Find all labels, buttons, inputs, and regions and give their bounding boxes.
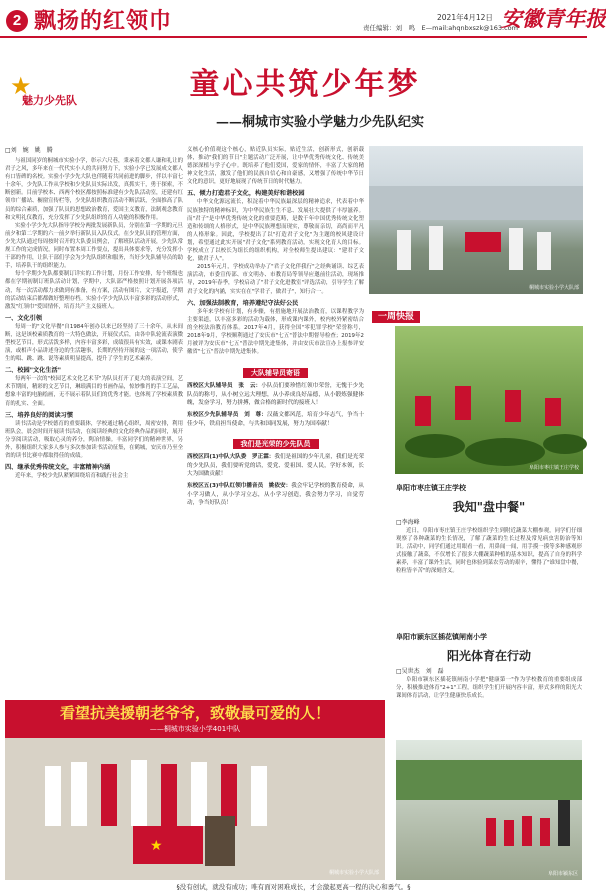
section-paragraph: 2015年元月，学校成功举办了"君子文化伴我行"之经典诵读、综艺表演活动，市委宣传部、市文明办、市教育局等领导应邀前往活动，现场推导，2019年春季，学校启动了"君子文化进教室"评选活动，引导学生了解君子文化的内涵，实实在在"学君子，做君子"，知行合一。 xyxy=(187,264,364,295)
story-headline: 我知"盘中餐" xyxy=(452,500,526,514)
photo-caption: 桐城市实验小学大队部 xyxy=(328,870,379,876)
section-paragraph: 读书活动是学校德育的重要载体，学校通过精心组织，周密安排，利用班队会，晨会时间开展读书活动，在阅读经典的文化经典作品的同时，展开分享阅读活动，吸取心灵的养分，陶冶情操。丰富同学们的精神世界，另外，积极组织大家多人参与多次参加读书活动征集，在鹤城，安庆市乃至全省的读书比赛中都取得佳的成绩。 xyxy=(5,420,183,459)
banner-line-1: 看望抗美援朝老爷爷，致敬最可爱的人！ xyxy=(59,704,330,722)
section-paragraph: 每两年一次的"校园艺术文化艺术节"为队员打开了更大的表演空间，艺术节期间，精彩的文艺节目，琳琅满目的书画作品，惊妙惟肖的手工艺品，想象丰富的电脑绘画，无不展示着队员们的优秀才能。也体现了学校素质教育的扎实、全面。 xyxy=(5,376,183,407)
visit-scene xyxy=(5,738,385,880)
box-title xyxy=(187,360,364,379)
story-zhanan xyxy=(396,632,582,700)
masthead: 安徽青年报 xyxy=(501,6,606,31)
article-column-2 xyxy=(187,146,364,694)
story-text: 近日，阜阳市枣庄镇王庄学校组织学生到附近蔬菜大棚参观，同学们仔细观察了各种蔬菜的生长情况，了解了蔬菜的生长过程及常见病虫害防治等知识。活动中，同学们通过用眼看一看，用鼻闻一闻，用手摸一摸等多种感观形式接触了蔬菜，不仅增长了很多大棚蔬菜种植的基本知识，提高了自身的科学素养，丰富了课外生活，同时也体验到菜农劳动的艰辛，懂得了"谁知盘中餐，粒粒皆辛苦"的深刻含义。 xyxy=(396,528,582,575)
photo-caption: 阜阳市颍东区 xyxy=(547,871,578,877)
veteran-visit-photo xyxy=(5,700,385,880)
section-heading: 六、加强法制教育，培养遵纪守法好公民 xyxy=(187,299,299,307)
section-heading: 五、倾力打造君子文化，构建美好和谐校园 xyxy=(187,190,305,198)
students-red-scarves xyxy=(415,386,561,426)
section-heading: 三、培养良好的阅读习惯 xyxy=(5,411,74,419)
visit-banner xyxy=(5,700,385,738)
header-rule xyxy=(0,36,587,38)
story-text: 阜阳市颍东区插花镇闸南小学把"健康第一"作为学校教育的重要组成部分，积极推进体育"2+1"工程，组织学生们开展内容丰富，形式多样的阳光大课间体育活动，让学生健康快乐成长。 xyxy=(396,677,582,700)
banner-line-2: ——桐城市实验小学401中队 xyxy=(149,725,241,733)
quote-entry xyxy=(187,411,364,428)
byline: □刘 婉 姚 腾 xyxy=(5,147,53,154)
story-byline: □吴世杰 刘 磊 xyxy=(396,668,444,675)
section-title: 飘扬的红领巾 xyxy=(34,9,173,34)
weekly-news-label xyxy=(372,304,420,323)
col1-paragraph: 每个学期少先队都要制订详实的工作计划，月份工作安排，每个班级也都在学期初制订班队活动计划，学期中，大队部严格按照计划开展各项活动，每一次活动都力求做到有准备，有方案，活动有图片，文字报道，学期的活动结束后都都做好整理存档。实验小学少先队以丰富多彩的活动形式，激发"红领巾"爱国情怀，培育共产主义接班人。 xyxy=(5,271,183,310)
pioneer-quote-box xyxy=(187,431,364,508)
col1-paragraph: 实验小学少先大队指导学校分两批发展新队员，分别在第一学期的元旦前夕和第二学期的六一前夕举行新队员入队仪式。在少先队员的管理方面，少先大队通过每周按时召开的大队委员例会，了解班队活动开展，少先队常规工作的完成情况，同时布置本周工作要点，提出具体要求等，充分发挥小干部的作用，让队干部们学会为少先队组织和服务，当好少先队辅导员的助手，培养队干的组织能力。 xyxy=(5,222,183,270)
quote-name: 西校区四(1)中队大队委 罗正霖： xyxy=(187,454,275,461)
page-number-badge xyxy=(6,10,28,32)
logo-text: 魅力少先队 xyxy=(22,94,77,107)
magic-pioneers-logo xyxy=(6,74,76,114)
subheadline: ——桐城市实验小学魅力少先队纪实 xyxy=(215,115,424,130)
story-headline: 阳光体育在行动 xyxy=(446,649,531,663)
sports-scene xyxy=(396,740,582,880)
weekly-news-label-text: 一周快报 xyxy=(372,311,420,323)
flag-ceremony-scene xyxy=(369,146,583,294)
quote-name: 东校区五(3)中队红领巾播音员 姚依安： xyxy=(187,482,292,489)
story-byline: □李海峰 xyxy=(396,519,420,526)
footer xyxy=(0,882,587,893)
photo-caption: 桐城市实验小学大队部 xyxy=(528,285,579,291)
section-heading: 二、校园"文化生活" xyxy=(5,367,61,375)
article-column-1 xyxy=(5,146,183,694)
students-running xyxy=(486,816,550,846)
quote-entry xyxy=(187,453,364,479)
quote-entry xyxy=(187,382,364,408)
vegetable-greenhouse-photo xyxy=(395,326,583,474)
sunshine-sports-photo xyxy=(396,740,582,880)
trees xyxy=(396,760,582,800)
col2-paragraph: 义核心价值观这个核心，贴近队员实际，贴近生活，创新形式，创新载体，推动"我们的节日"主题活动广泛开展，让中华优秀传统文化、传统美德深深植与学子心中。既培养了他们爱国，爱家的情怀，丰富了大家的精神文化生活，激发了他们的民族自信心和自豪感，又增强了传统中华节日文化的意识，更好地展现了传统节日的时代魅力。 xyxy=(187,147,364,186)
section-paragraph: 多年来学校有计划，有步骤，有措施地开展法治教育，以课程教学为主要渠道，以丰富多彩的活动为载体，形成课内课外，校内校外紧密结合的全校法治教育体系。2017年4月，获得全国"零犯罪学校"荣誉称号，2018年9月，学校顺利通过了安庆市"七五"普法中期督导检查；2019年2月被评为安庆市"七五"普法中期先进集体，并由安庆市法宣办上报参评安徽省"七五"普法中期先进集体。 xyxy=(187,308,364,356)
quote-name: 西校区大队辅导员 张 云： xyxy=(187,383,262,390)
page-number: 2 xyxy=(12,12,22,29)
page-header xyxy=(0,0,606,40)
vegetable-plants xyxy=(405,434,587,466)
editor-line: 责任编辑：刘 鸣 E—mail:ahqnbxszk@163.com xyxy=(363,24,518,32)
quote-text: 小队员们要珍惜红领巾荣誉，无愧于少先队员的称号，从小树立远大理想，从小养成良好品德，从小锻炼强健体魄，发奋学习，努力拼搏，做合格的新时代的接班人！ xyxy=(187,383,364,407)
col1-paragraph: 与祖国同岁的桐城市实验小学，彰示六尺巷，秉承着文都人谦和礼让的君子之风，多年来在一代代实小人的共同努力下，实验小学已发展成文都人有口皆碑的名校。实验小学少先大队也伴随着共同前进的脚步，伴以丰富七十余年，少先队工作从学校和少先队员实际出发，真抓实干，勇于探索，不断创新。目前学校本、西两个校区都按照标准建有少先队活动室，还建有红领巾广播站、橱窗宣传栏等，少先队组织教育活动不断活跃，全面推高了队员的综合素质，加强了队员的思想政治教育，爱国主义教育，法制观念教育和文明礼仪教育，充分发挥了少先队组织的育人功能的积极作用。 xyxy=(5,158,183,221)
quote-name: 东校区少先队辅导员 刘 尊： xyxy=(187,411,267,418)
quote-text: 汉薇文都风范，培育少年志气，争当十佳少年，铁肩担当使命，与共和国同发展，努力为国奉献！ xyxy=(187,411,364,427)
section-paragraph: 近年来，学校少先队紧紧围绕培育和践行社会主 xyxy=(15,473,129,480)
story-school: 阜阳市颍东区插花镇闸南小学 xyxy=(396,633,487,641)
headline: 童心共筑少年梦 xyxy=(189,67,421,102)
photo-caption: 阜阳市枣庄镇王庄学校 xyxy=(528,465,579,471)
story-wangzhuang xyxy=(396,480,582,576)
greenhouse-scene xyxy=(395,326,583,474)
section-paragraph: 每周一的"文化早餐"自1984年创办以来已经坚持了三十余年，从未间断，这是该校素质教育的一大特色做法，开展仪式后，由各中队轮流表演微型校艺节目，形式活泼多样，内容丰富多彩，成绩很具有实效，或课本剧表演，或相声小品讲述身边的生活趣事，长期的坚持开展的这一项活动，使学生的唱、跳、跳、说等素质明显提高，提升了学生的艺术素养。 xyxy=(5,323,183,363)
logo-star-icon: ★ xyxy=(10,72,32,100)
section-heading: 一、文化引领 xyxy=(5,314,43,322)
veteran-figure xyxy=(205,816,235,866)
box-title-text: 大队辅导员寄语 xyxy=(243,368,308,378)
quote-text: 我们是祖国的少年儿童，我们是光荣的少先队员，我们要听党的话，爱党、爱祖国、爱人民，学好本领，长大为国做贡献！ xyxy=(187,454,364,478)
red-flag xyxy=(465,232,501,252)
counselor-quote-box xyxy=(187,360,364,428)
section-heading: 四、继承优秀传统文化，丰富精神内涵 xyxy=(5,464,111,472)
teacher-figure xyxy=(558,800,570,846)
footer-quote: §没有创试，就没有成功；唯有面对困难成长，才会激起更高一程的决心和勇气。§ xyxy=(176,883,411,891)
quote-entry xyxy=(187,482,364,508)
box-title-text: 我们是光荣的少先队员 xyxy=(233,439,319,449)
issue-date: 2021年4月12日 xyxy=(437,13,493,22)
red-flag-held xyxy=(133,826,203,864)
quote-text: 我会牢记学校的教育使命，从小学习做人，从小学习立志，从小学习创造，我会努力学习，自觉劳动，争当好队员！ xyxy=(187,482,364,507)
flag-ceremony-photo xyxy=(369,146,583,294)
story-school: 阜阳市枣庄镇王庄学校 xyxy=(396,484,466,492)
box-title xyxy=(187,431,364,450)
flag-star-icon: ★ xyxy=(150,838,163,854)
school-building xyxy=(369,186,583,220)
section-paragraph: 中华文化源远流长，积淀着中华民族最深层的精神追求，代表着中华民族独特的精神标识，为中华民族生生不息、发展壮大提供了丰厚滋养。而"君子"是中华优秀传统文化的重要范畴，是数千年中国优秀传统文化塑造和传颂的人格形式，是中华民族理想而现实，尊敬而亲切，高尚而平凡的人格形象。因此，学校提出了以"打造君子文化"为主题的校风建设计划，希望通过此实开展"君子文化"系列教育活动，实现文化育人的目标。学校成立了以校长为组长的组织机构，对全校师生提出建议："建君子文化，做君子人"。 xyxy=(187,199,364,263)
